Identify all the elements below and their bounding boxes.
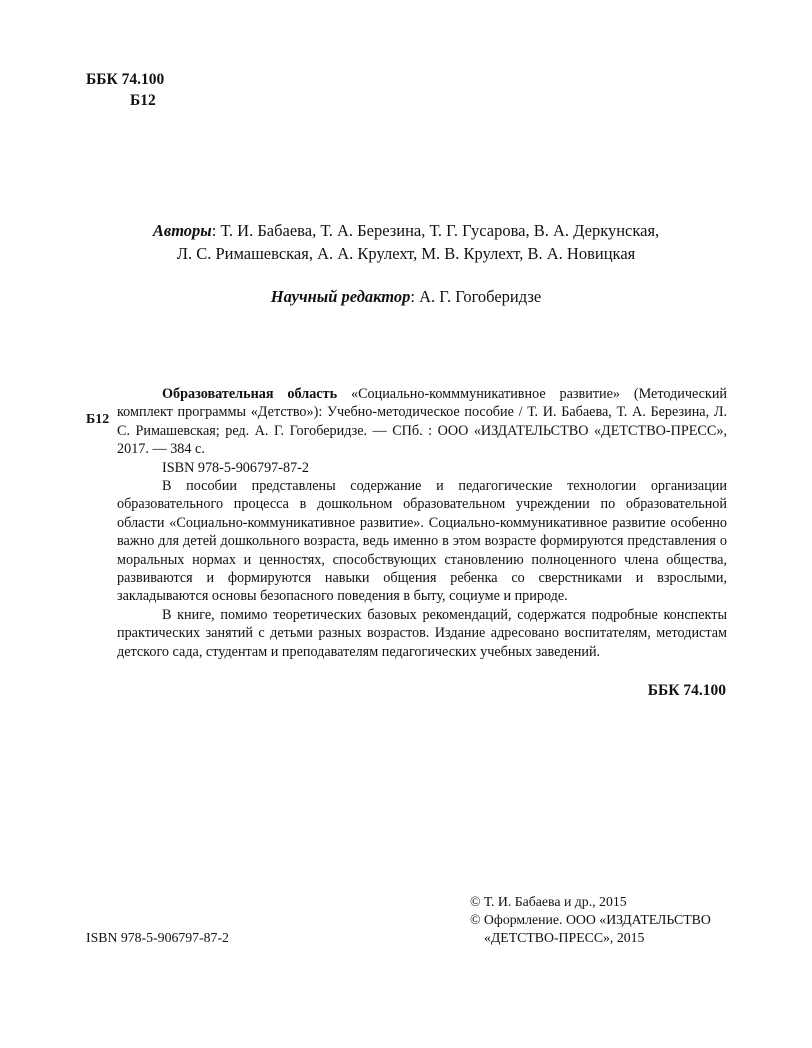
authors-line-1: Авторы: Т. И. Бабаева, Т. А. Березина, Т. Г. Гусарова, В. А. Деркунская, — [152, 221, 660, 240]
annotation-block — [117, 385, 727, 661]
bbk-index-bottom: ББК 74.100 — [647, 682, 726, 699]
bbk-index-top: ББК 74.100 — [86, 71, 165, 88]
authors-block — [86, 219, 726, 265]
isbn-footer: ISBN 978-5-906797-87-2 — [86, 930, 229, 945]
annotation-paragraph-2: В книге, помимо теоретических базовых рекомендаций, содержатся подробные конспекты практических занятий с детьми разных возрастов. Издание адресовано воспитателям, методистам детского сада, студентам и преподавателям педагогических учебных заведений. — [117, 606, 727, 660]
author-mark-side: Б12 — [86, 412, 110, 427]
authors-names-1: Т. И. Бабаева, Т. А. Березина, Т. Г. Гусарова, В. А. Деркунская, — [220, 221, 660, 240]
bibliographic-record — [117, 385, 727, 459]
bibliographic-details: «Социально-комммуникативное развитие» (Методический комплект программы «Детство»): Учебно-методическое пособие / Т. И. Бабаева, Т. А. Березина, Л. С. Римашевская; ред. А. Г. Гогоберидзе. — СПб. : ООО «ИЗДАТЕЛЬСТВО «ДЕТСТВО-ПРЕСС», 2017. — 384 с. — [117, 386, 727, 458]
annotation-isbn: ISBN 978-5-906797-87-2 — [162, 459, 309, 476]
copyright-authors: © Т. И. Бабаева и др., 2015 — [470, 894, 627, 909]
editor-name: А. Г. Гогоберидзе — [419, 287, 542, 306]
copyright-design-cont: «ДЕТСТВО-ПРЕСС», 2015 — [484, 930, 645, 945]
bibliographic-title: Образовательная область — [162, 386, 338, 402]
author-mark-top: Б12 — [130, 92, 156, 109]
editor-block: Научный редактор: А. Г. Гогоберидзе — [270, 287, 542, 306]
annotation-paragraph-1: В пособии представлены содержание и педагогические технологии организации образовательного процесса в дошкольном образовательном учреждении по образовательной области «Социально-коммуникативное развитие». Социально-коммуникативное развитие особенно важно для детей дошкольного возраста, ведь именно в этом возрасте формируются представления о моральных нормах и ценностях, способствующих становлению полноценного члена общества, развиваются и формируются навыки общения ребенка со сверстниками и взрослыми, закладываются основы безопасного поведения в быту, социуме и природе. — [117, 478, 727, 605]
copyright-design: © Оформление. ООО «ИЗДАТЕЛЬСТВО — [470, 912, 711, 927]
copyright-block — [470, 893, 711, 947]
authors-names-2: Л. С. Римашевская, А. А. Крулехт, М. В. Крулехт, В. А. Новицкая — [176, 244, 636, 263]
editor-label: Научный редактор — [270, 287, 411, 306]
authors-label: Авторы — [152, 221, 212, 240]
